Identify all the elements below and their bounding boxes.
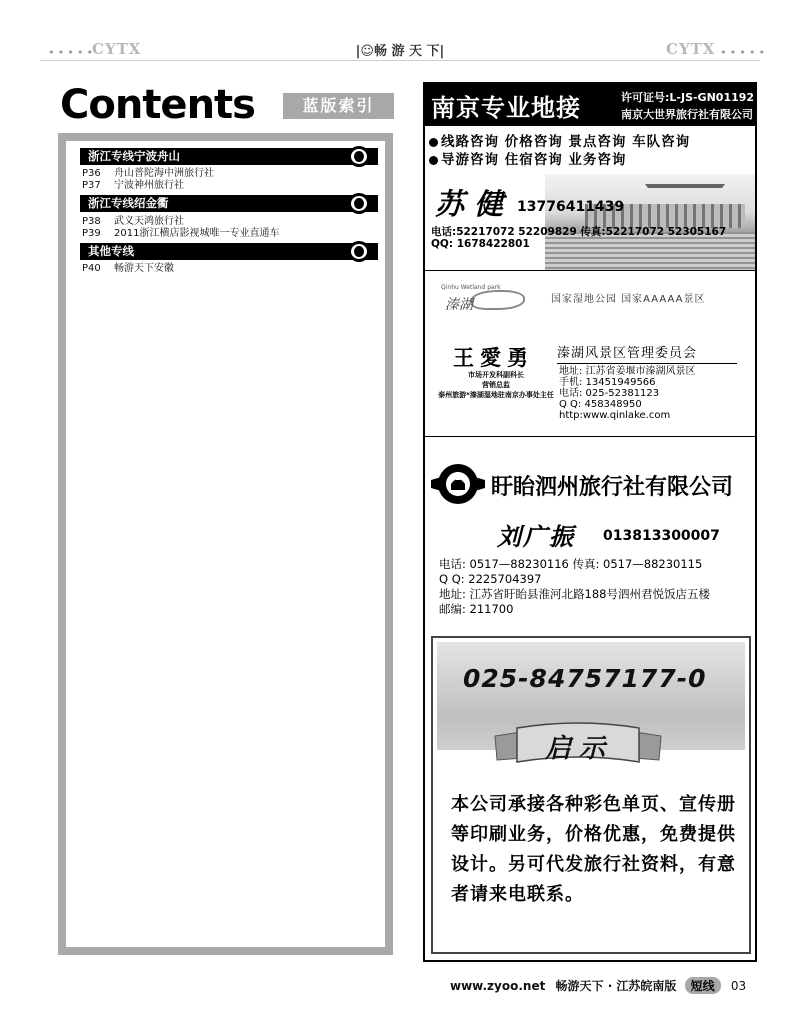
header-mark-right: CYTX	[666, 40, 716, 58]
bullet-icon	[429, 138, 438, 147]
contents-index-box	[58, 133, 393, 955]
ad3-phone-fax: 电话: 0517—88230116 传真: 0517—88230115	[439, 557, 703, 571]
contents-title: Contents	[60, 82, 255, 128]
travel-agency-emblem-icon	[429, 454, 487, 512]
ad3-mobile: 013813300007	[603, 528, 720, 544]
bullet-circle-icon	[348, 241, 370, 262]
ad3-address: 地址: 江苏省盱眙县淮河北路188号泗州君悦饭店五楼	[439, 587, 710, 601]
ad2-website[interactable]: http:www.qinlake.com	[559, 410, 671, 421]
ad2-mobile: 手机: 13451949566	[559, 377, 656, 388]
ad4-body-text: 本公司承接各种彩色单页、宣传册等印刷业务，价格优惠，免费提供设计。另可代发旅行社资料，有意者请来电联系。	[451, 794, 736, 905]
bullet-icon	[429, 156, 438, 165]
ad1-headline: 南京专业地接	[431, 94, 581, 122]
ad2-organization: 溱湖风景区管理委员会	[557, 342, 737, 364]
ad1-tel: 电话:52217072 52209829 传真:52217072 52305167	[431, 226, 727, 238]
ad2-role: 营销总监	[482, 381, 510, 389]
section-header[interactable]	[80, 243, 378, 260]
ad2-national-tags: 国家湿地公园 国家AAAAA景区	[551, 294, 706, 305]
ad3-company: 盱眙泗州旅行社有限公司	[491, 475, 734, 500]
index-entry[interactable]: P36 舟山普陀海中洲旅行社	[82, 168, 214, 179]
ad1-services-row1: 线路咨询 价格咨询 景点咨询 车队咨询	[429, 130, 690, 150]
index-tag: 蓝版索引	[283, 93, 394, 119]
ad2-address: 地址: 江苏省姜堰市溱湖风景区	[559, 366, 696, 377]
ad1-qq: QQ: 1678422801	[431, 238, 530, 250]
ad3-qq: Q Q: 2225704397	[439, 572, 542, 586]
ad1-company: 南京大世界旅行社有限公司	[621, 108, 753, 121]
header-mark-left: CYTX	[92, 40, 142, 58]
ads-column	[423, 82, 757, 962]
section-title: 浙江专线宁波舟山	[88, 149, 180, 163]
ad1-license: 许可证号:L-JS-GN01192	[621, 91, 755, 104]
ad-divider	[425, 270, 755, 271]
ad1-contact-name: 苏 健	[435, 187, 504, 221]
bullet-circle-icon	[348, 193, 370, 214]
header-dots-right: •••••	[720, 46, 769, 59]
index-entry[interactable]: P38 武义天鸿旅行社	[82, 216, 184, 227]
ad2-qq: Q Q: 458348950	[559, 399, 642, 410]
ad2-person-name: 王愛勇	[453, 345, 534, 370]
footer-edition: 畅游天下 · 江苏皖南版	[555, 979, 677, 993]
page-number: 03	[730, 979, 747, 993]
ad4-printing-notice	[431, 636, 751, 954]
ad3-postcode: 邮编: 211700	[439, 602, 514, 616]
section-title: 其他专线	[88, 244, 134, 258]
index-entry[interactable]: P40 畅游天下安徽	[82, 263, 174, 274]
page-footer	[450, 977, 746, 994]
ad4-notice-title: 启示	[545, 734, 614, 764]
ad4-phone: 025-84757177-0	[463, 664, 707, 693]
section-header[interactable]	[80, 195, 378, 212]
index-entry[interactable]: P39 2011浙江横店影视城唯一专业直通车	[82, 228, 280, 239]
qinhu-logo-icon: Qinhu Wetland park 溱湖	[441, 284, 533, 314]
ad1-scenery-image	[545, 174, 755, 270]
ad3-person-name: 刘广振	[497, 522, 575, 551]
footer-tag: 短线	[685, 977, 721, 994]
header-title: |☺畅 游 天 下|	[355, 44, 445, 59]
header-dots-left: •••••	[48, 46, 97, 59]
ad1-services-row2: 导游咨询 住宿咨询 业务咨询	[429, 148, 626, 168]
ad2-role: 泰州旅游*溱湖湿地驻南京办事处主任	[438, 391, 554, 399]
section-title: 浙江专线绍金衢	[88, 196, 169, 210]
ad-divider	[425, 436, 755, 437]
ad1-mobile: 13776411439	[517, 199, 625, 215]
ad2-role: 市场开发科副科长	[468, 371, 524, 379]
header-rule	[40, 60, 760, 61]
index-entry[interactable]: P37 宁波神州旅行社	[82, 180, 184, 191]
bullet-circle-icon	[348, 146, 370, 167]
ad2-phone: 电话: 025-52381123	[559, 388, 660, 399]
ad1-title-bar	[425, 84, 755, 126]
section-header[interactable]	[80, 148, 378, 165]
footer-site[interactable]: www.zyoo.net	[450, 979, 546, 993]
